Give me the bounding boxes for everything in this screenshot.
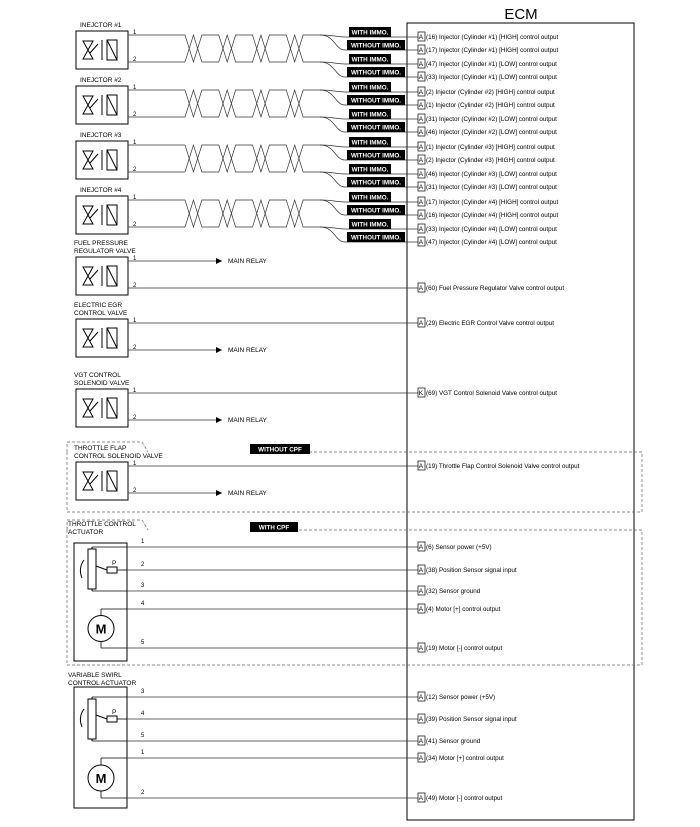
injector-3-label: INEJCTOR #3 bbox=[80, 132, 122, 139]
swirl-actuator-box bbox=[74, 687, 127, 808]
injector-3-ecm-2: (2) Injector (Cylinder #3) [HIGH] control output bbox=[426, 157, 555, 164]
swirl-actuator-ecm-3: (41) Sensor ground bbox=[426, 738, 481, 745]
injector-2-pin1: 1 bbox=[133, 85, 137, 91]
tag-with-cpf: WITH CPF bbox=[258, 524, 290, 532]
throttle-actuator-box bbox=[74, 543, 127, 661]
injector-3-ecm-4: (31) Injector (Cylinder #3) [LOW] control output bbox=[426, 184, 557, 191]
egr-valve-label-1: ELECTRIC EGR bbox=[74, 302, 123, 309]
injector-2-ecm-3-pin-letter: A bbox=[418, 116, 424, 123]
injector-3-ecm-4-pin-letter: A bbox=[418, 184, 424, 191]
injector-2-ecm-2: (1) Injector (Cylinder #2) [HIGH] control output bbox=[426, 102, 555, 109]
throttle-actuator-pin-1: 1 bbox=[141, 539, 145, 545]
swirl-actuator-pin-2: 4 bbox=[141, 711, 145, 717]
injector-3-ecm-3-pin-letter: A bbox=[418, 171, 424, 178]
injector-2-twisted-pair-a bbox=[185, 90, 320, 117]
throttle-flap-valve-label-1: THROTTLE FLAP bbox=[74, 445, 127, 452]
throttle-actuator-ecm-2: (38) Position Sensor signal input bbox=[426, 567, 517, 574]
fuel-pressure-valve-ecm: (60) Fuel Pressure Regulator Valve control output bbox=[426, 285, 565, 292]
injector-3-pin2: 2 bbox=[133, 167, 137, 173]
vgt-valve-ecm: (69) VGT Control Solenoid Valve control output bbox=[426, 390, 558, 397]
throttle-flap-valve-symbol bbox=[76, 462, 128, 500]
injector-2-ecm-4: (46) Injector (Cylinder #2) [LOW] control output bbox=[426, 129, 557, 136]
injector-1-ecm-4-pin-letter: A bbox=[418, 74, 424, 81]
vgt-valve-relay-label: MAIN RELAY bbox=[228, 417, 267, 424]
egr-valve-pin1: 1 bbox=[133, 318, 137, 324]
injector-1-twisted-pair-b bbox=[185, 35, 320, 62]
injector-1-label: INEJCTOR #1 bbox=[80, 22, 122, 29]
vgt-valve-label-1: VGT CONTROL bbox=[74, 372, 121, 379]
injector-4-ecm-3-pin-letter: A bbox=[418, 226, 424, 233]
injector-1-twisted-pair-a bbox=[185, 35, 320, 62]
injector-4-symbol bbox=[76, 196, 128, 234]
throttle-actuator-pin-5: 5 bbox=[141, 640, 145, 646]
throttle-actuator-ecm-4: (4) Motor [+] control output bbox=[426, 606, 501, 613]
ecm-title: ECM bbox=[504, 6, 538, 23]
injector-1-ecm-1-pin-letter: A bbox=[418, 34, 424, 41]
injector-3-twisted-pair-b bbox=[185, 145, 320, 172]
injector-3-ecm-3: (46) Injector (Cylinder #3) [LOW] control output bbox=[426, 171, 557, 178]
injector-1-tag-without-immo-2: WITHOUT IMMO. bbox=[350, 69, 402, 77]
throttle-actuator-label-1: THROTTLE CONTROL bbox=[68, 521, 136, 528]
injector-3-tag-without-immo-1: WITHOUT IMMO. bbox=[350, 152, 402, 160]
injector-1-ecm-4: (33) Injector (Cylinder #1) [LOW] control output bbox=[426, 74, 557, 81]
swirl-actuator-ecm-4-pin-letter: A bbox=[418, 755, 424, 762]
injector-4-twisted-pair-b bbox=[185, 200, 320, 227]
vgt-valve-pin2: 2 bbox=[133, 415, 137, 421]
injector-1-ecm-3: (47) Injector (Cylinder #1) [LOW] control output bbox=[426, 61, 557, 68]
injector-2-tag-with-immo-2: WITH IMMO. bbox=[351, 111, 389, 119]
injector-4-ecm-1-pin-letter: A bbox=[418, 199, 424, 206]
throttle-actuator-ecm-4-pin-letter: A bbox=[418, 606, 424, 613]
swirl-actuator-ecm-1-pin-letter: A bbox=[418, 694, 424, 701]
fuel-pressure-valve-relay-wire-head bbox=[216, 258, 222, 264]
throttle-actuator-wiper-label: P bbox=[112, 560, 117, 567]
vgt-valve-pin1: 1 bbox=[133, 388, 137, 394]
fuel-pressure-valve-symbol bbox=[76, 257, 128, 295]
injector-1-ecm-1: (16) Injector (Cylinder #1) [HIGH] control output bbox=[426, 34, 559, 41]
swirl-actuator-ecm-1: (12) Sensor power (+5V) bbox=[426, 694, 496, 701]
throttle-actuator-pin-3: 3 bbox=[141, 583, 145, 589]
injector-4-label: INEJCTOR #4 bbox=[80, 187, 122, 194]
with-cpf-group bbox=[67, 530, 642, 665]
swirl-actuator-ecm-4: (34) Motor [+] control output bbox=[426, 755, 504, 762]
injector-1-tag-with-immo-2: WITH IMMO. bbox=[351, 56, 389, 64]
swirl-actuator-label-1: VARIABLE SWIRL bbox=[68, 672, 122, 679]
injector-2-pin2: 2 bbox=[133, 112, 137, 118]
throttle-actuator-ecm-3-pin-letter: A bbox=[418, 588, 424, 595]
throttle-actuator-ecm-5-pin-letter: A bbox=[418, 645, 424, 652]
injector-2-symbol bbox=[76, 86, 128, 124]
injector-3-pin1: 1 bbox=[133, 140, 137, 146]
throttle-flap-valve-ecm-pin-letter: A bbox=[418, 463, 424, 470]
injector-4-ecm-4: (47) Injector (Cylinder #4) [LOW] control output bbox=[426, 239, 557, 246]
injector-1-ecm-3-pin-letter: A bbox=[418, 61, 424, 68]
swirl-actuator-ecm-5-pin-letter: A bbox=[418, 795, 424, 802]
fuel-pressure-valve-pin2: 2 bbox=[133, 283, 137, 289]
swirl-actuator-pin-4: 1 bbox=[141, 750, 145, 756]
fuel-pressure-valve-relay-label: MAIN RELAY bbox=[228, 258, 267, 265]
egr-valve-ecm: (29) Electric EGR Control Valve control output bbox=[426, 320, 554, 327]
injector-4-ecm-3: (33) Injector (Cylinder #4) [LOW] control output bbox=[426, 226, 557, 233]
injector-1-tag-with-immo-1: WITH IMMO. bbox=[351, 29, 389, 37]
injector-4-pin1: 1 bbox=[133, 195, 137, 201]
swirl-actuator-ecm-2-pin-letter: A bbox=[418, 716, 424, 723]
swirl-actuator-wiper-label: P bbox=[112, 709, 117, 716]
injector-3-tag-with-immo-2: WITH IMMO. bbox=[351, 166, 389, 174]
injector-4-pin2: 2 bbox=[133, 222, 137, 228]
egr-valve-label-2: CONTROL VALVE bbox=[74, 310, 128, 317]
injector-4-ecm-2: (16) Injector (Cylinder #4) [HIGH] control output bbox=[426, 212, 559, 219]
egr-valve-relay-label: MAIN RELAY bbox=[228, 347, 267, 354]
swirl-actuator-ecm-5: (49) Motor [-] control output bbox=[426, 795, 503, 802]
throttle-actuator-potentiometer bbox=[80, 547, 117, 591]
throttle-actuator-ecm-3: (32) Sensor ground bbox=[426, 588, 481, 595]
throttle-flap-valve-pin1: 1 bbox=[133, 461, 137, 467]
injector-1-symbol bbox=[76, 31, 128, 69]
injector-2-label: INEJCTOR #2 bbox=[80, 77, 122, 84]
throttle-actuator-ecm-2-pin-letter: A bbox=[418, 567, 424, 574]
injector-1-tag-without-immo-1: WITHOUT IMMO. bbox=[350, 42, 402, 50]
swirl-actuator-pin-3: 5 bbox=[141, 733, 145, 739]
injector-4-tag-with-immo-2: WITH IMMO. bbox=[351, 221, 389, 229]
injector-4-tag-without-immo-1: WITHOUT IMMO. bbox=[350, 207, 402, 215]
injector-2-twisted-pair-b bbox=[185, 90, 320, 117]
injector-4-tag-without-immo-2: WITHOUT IMMO. bbox=[350, 234, 402, 242]
throttle-actuator-ecm-1: (6) Sensor power (+5V) bbox=[426, 544, 492, 551]
injector-3-tag-without-immo-2: WITHOUT IMMO. bbox=[350, 179, 402, 187]
injector-3-twisted-pair-a bbox=[185, 145, 320, 172]
injector-1-pin2: 2 bbox=[133, 57, 137, 63]
vgt-valve-label-2: SOLENOID VALVE bbox=[74, 380, 130, 387]
throttle-actuator-pin-2: 2 bbox=[141, 562, 145, 568]
egr-valve-ecm-pin-letter: A bbox=[418, 320, 424, 327]
injector-2-ecm-1: (2) Injector (Cylinder #2) [HIGH] control output bbox=[426, 89, 555, 96]
throttle-actuator-motor-label: M bbox=[95, 621, 107, 637]
injector-2-tag-with-immo-1: WITH IMMO. bbox=[351, 84, 389, 92]
throttle-flap-valve-relay-label: MAIN RELAY bbox=[228, 490, 267, 497]
throttle-flap-valve-label-2: CONTROL SOLENOID VALVE bbox=[74, 453, 163, 460]
injector-3-symbol bbox=[76, 141, 128, 179]
swirl-actuator-motor-label: M bbox=[95, 771, 107, 786]
swirl-actuator-pin-1: 3 bbox=[141, 689, 145, 695]
throttle-actuator-ecm-1-pin-letter: A bbox=[418, 544, 424, 551]
tag-without-cpf: WITHOUT CPF bbox=[258, 446, 302, 454]
throttle-actuator-ecm-5: (19) Motor [-] control output bbox=[426, 645, 503, 652]
egr-valve-pin2: 2 bbox=[133, 345, 137, 351]
without-cpf-group bbox=[67, 452, 642, 512]
swirl-actuator-potentiometer bbox=[80, 697, 117, 741]
injector-3-ecm-1-pin-letter: A bbox=[418, 144, 424, 151]
egr-valve-relay-wire-head bbox=[216, 347, 222, 353]
injector-2-ecm-4-pin-letter: A bbox=[418, 129, 424, 136]
injector-3-tag-with-immo-1: WITH IMMO. bbox=[351, 139, 389, 147]
injector-2-tag-without-immo-2: WITHOUT IMMO. bbox=[350, 124, 402, 132]
injector-4-twisted-pair-a bbox=[185, 200, 320, 227]
injector-1-ecm-2-pin-letter: A bbox=[418, 47, 424, 54]
injector-2-ecm-2-pin-letter: A bbox=[418, 102, 424, 109]
vgt-valve-symbol bbox=[76, 389, 128, 427]
injector-2-ecm-1-pin-letter: A bbox=[418, 89, 424, 96]
throttle-actuator-pin-4: 4 bbox=[141, 601, 145, 607]
injector-4-ecm-4-pin-letter: A bbox=[418, 239, 424, 246]
injector-2-ecm-3: (31) Injector (Cylinder #2) [LOW] control output bbox=[426, 116, 557, 123]
fuel-pressure-valve-label-1: FUEL PRESSURE bbox=[74, 240, 128, 247]
vgt-valve-relay-wire-head bbox=[216, 417, 222, 423]
injector-4-ecm-1: (17) Injector (Cylinder #4) [HIGH] control output bbox=[426, 199, 559, 206]
fuel-pressure-valve-pin1: 1 bbox=[133, 256, 137, 262]
injector-1-pin1: 1 bbox=[133, 30, 137, 36]
throttle-flap-valve-relay-wire-head bbox=[216, 490, 222, 496]
injector-1-ecm-2: (17) Injector (Cylinder #1) [HIGH] control output bbox=[426, 47, 559, 54]
vgt-valve-ecm-pin-letter: K bbox=[418, 390, 424, 397]
swirl-actuator-label-2: CONTROL ACTUATOR bbox=[68, 680, 137, 687]
injector-4-tag-with-immo-1: WITH IMMO. bbox=[351, 194, 389, 202]
swirl-actuator-ecm-3-pin-letter: A bbox=[418, 738, 424, 745]
injector-2-tag-without-immo-1: WITHOUT IMMO. bbox=[350, 97, 402, 105]
swirl-actuator-ecm-2: (39) Position Sensor signal input bbox=[426, 716, 517, 723]
injector-3-ecm-1: (1) Injector (Cylinder #3) [HIGH] control output bbox=[426, 144, 555, 151]
egr-valve-symbol bbox=[76, 319, 128, 357]
throttle-actuator-label-2: ACTUATOR bbox=[68, 529, 104, 536]
fuel-pressure-valve-ecm-pin-letter: A bbox=[418, 285, 424, 292]
injector-3-ecm-2-pin-letter: A bbox=[418, 157, 424, 164]
throttle-flap-valve-ecm: (19) Throttle Flap Control Solenoid Valve control output bbox=[426, 463, 580, 470]
injector-4-ecm-2-pin-letter: A bbox=[418, 212, 424, 219]
fuel-pressure-valve-label-2: REGULATOR VALVE bbox=[74, 248, 136, 255]
swirl-actuator-pin-5: 2 bbox=[141, 790, 145, 796]
throttle-flap-valve-pin2: 2 bbox=[133, 488, 137, 494]
